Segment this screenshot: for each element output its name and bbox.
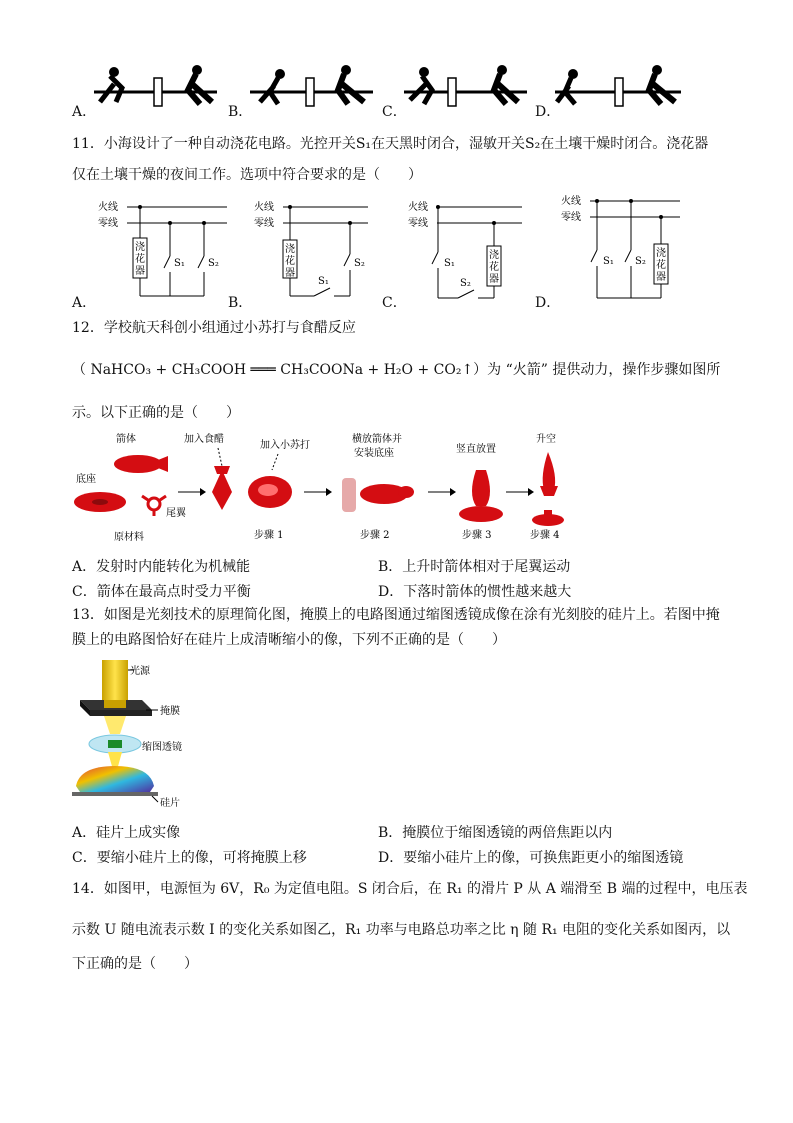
svg-text:加入食醋: 加入食醋 <box>184 434 224 445</box>
svg-text:器: 器 <box>135 266 145 277</box>
live-wire-label: 火线 <box>98 202 118 213</box>
silicon-wafer <box>76 766 154 792</box>
svg-text:器: 器 <box>656 272 666 283</box>
q12-stem-line1: 12．学校航天科创小组通过小苏打与食醋反应 <box>72 320 356 336</box>
svg-text:光源: 光源 <box>130 666 150 677</box>
svg-text:火线: 火线 <box>408 202 428 213</box>
q12-rocket-steps-figure <box>72 430 592 550</box>
q11-circuit-c <box>382 196 542 301</box>
q11-stem-line2: 仅在土壤干燥的夜间工作。选项中符合要求的是（ ） <box>72 167 422 183</box>
svg-text:加入小苏打: 加入小苏打 <box>260 440 310 451</box>
svg-text:步骤 4: 步骤 4 <box>530 530 560 541</box>
q11-stem-line1: 11．小海设计了一种自动浇花电路。光控开关S₁在天黑时闭合，湿敏开关S₂在土壤干燥时闭合。浇花器 <box>72 136 709 152</box>
svg-text:S₂: S₂ <box>208 258 219 269</box>
q14-stem-line1: 14．如图甲，电源恒为 6V，R₀ 为定值电阻。S 闭合后，在 R₁ 的滑片 P 从 A 端滑至 B 端的过程中，电压表 <box>72 881 748 897</box>
svg-text:S₁: S₁ <box>318 276 329 287</box>
svg-text:S₂: S₂ <box>460 278 471 289</box>
q11-circuit-b <box>228 196 388 301</box>
q10-option-c-label[interactable]: C． <box>382 104 407 120</box>
q12-stem-equation: （ NaHCO₃ + CH₃COOH ═══ CH₃COONa + H₂O + CO₂↑）为 “火箭” 提供动力，操作步骤如图所 <box>72 362 721 378</box>
q10-figure-c <box>402 64 532 114</box>
svg-text:火线: 火线 <box>561 196 581 207</box>
q12-option-c[interactable]: C．箭体在最高点时受力平衡 <box>72 584 251 600</box>
q13-option-c[interactable]: C．要缩小硅片上的像，可将掩膜上移 <box>72 850 307 866</box>
label-base: 底座 <box>76 474 96 485</box>
svg-text:花: 花 <box>135 254 145 265</box>
q11-circuit-d <box>535 190 695 295</box>
svg-text:竖直放置: 竖直放置 <box>456 444 496 455</box>
q10-option-d-label[interactable]: D． <box>535 104 561 120</box>
rocket-tail-fin <box>148 498 160 510</box>
svg-text:步骤 2: 步骤 2 <box>360 530 390 541</box>
q14-stem-line2: 示数 U 随电流表示数 I 的变化关系如图乙，R₁ 功率与电路总功率之比 η 随 R₁ 电阻的变化关系如图丙，以 <box>72 922 731 938</box>
svg-text:掩膜: 掩膜 <box>160 706 180 717</box>
svg-text:安装底座: 安装底座 <box>354 448 394 459</box>
q12-option-a[interactable]: A．发射时内能转化为机械能 <box>72 559 251 575</box>
q12-option-b[interactable]: B．上升时箭体相对于尾翼运动 <box>378 559 571 575</box>
svg-text:尾翼: 尾翼 <box>166 508 186 519</box>
svg-text:器: 器 <box>285 268 295 279</box>
svg-text:花: 花 <box>285 256 295 267</box>
rocket-body <box>114 455 162 473</box>
svg-text:零线: 零线 <box>254 218 274 229</box>
svg-text:零线: 零线 <box>561 212 581 223</box>
q13-stem-line2: 膜上的电路图恰好在硅片上成清晰缩小的像，下列不正确的是（ ） <box>72 632 506 648</box>
svg-text:原材料: 原材料 <box>114 532 144 543</box>
svg-text:缩图透镜: 缩图透镜 <box>142 742 182 753</box>
q13-stem-line1: 13．如图是光刻技术的原理简化图，掩膜上的电路图通过缩图透镜成像在涂有光刻胶的硅片上。若图中掩 <box>72 607 720 623</box>
q13-option-a[interactable]: A．硅片上成实像 <box>72 825 181 841</box>
q12-stem-line3: 示。以下正确的是（ ） <box>72 405 240 421</box>
svg-text:器: 器 <box>489 274 499 285</box>
svg-text:浇: 浇 <box>135 242 145 253</box>
svg-text:S₂: S₂ <box>354 258 365 269</box>
svg-text:浇: 浇 <box>489 250 499 261</box>
light-beam <box>102 660 128 700</box>
svg-text:零线: 零线 <box>408 218 428 229</box>
svg-text:升空: 升空 <box>536 434 556 445</box>
svg-text:横放箭体并: 横放箭体并 <box>352 434 402 445</box>
svg-text:浇: 浇 <box>656 248 666 259</box>
q13-option-d[interactable]: D．要缩小硅片上的像，可换焦距更小的缩图透镜 <box>378 850 684 866</box>
neutral-wire-label: 零线 <box>98 218 118 229</box>
label-body: 箭体 <box>116 434 136 445</box>
svg-text:步骤 1: 步骤 1 <box>254 530 284 541</box>
q13-option-b[interactable]: B．掩膜位于缩图透镜的两倍焦距以内 <box>378 825 613 841</box>
q10-option-a-label[interactable]: A． <box>72 104 97 120</box>
q10-figure-d <box>553 64 683 114</box>
q11-option-c[interactable]: C． <box>382 295 407 311</box>
svg-text:S₂: S₂ <box>635 256 646 267</box>
q13-lithography-figure <box>72 656 242 816</box>
svg-text:步骤 3: 步骤 3 <box>462 530 492 541</box>
q12-option-d[interactable]: D．下落时箭体的惯性越来越大 <box>378 584 572 600</box>
svg-text:S₁: S₁ <box>174 258 185 269</box>
svg-text:花: 花 <box>656 260 666 271</box>
q11-option-d[interactable]: D． <box>535 295 561 311</box>
svg-text:S₁: S₁ <box>603 256 614 267</box>
q10-figure-a <box>92 64 222 114</box>
svg-text:S₁: S₁ <box>444 258 455 269</box>
q10-option-b-label[interactable]: B． <box>228 104 253 120</box>
q14-stem-line3: 下正确的是（ ） <box>72 956 198 972</box>
q10-figure-b <box>248 64 378 114</box>
q11-option-a[interactable]: A． <box>72 295 97 311</box>
svg-text:硅片: 硅片 <box>160 798 180 809</box>
svg-text:浇: 浇 <box>285 244 295 255</box>
q11-option-b[interactable]: B． <box>228 295 253 311</box>
q11-circuit-a <box>72 196 232 301</box>
svg-text:火线: 火线 <box>254 202 274 213</box>
svg-text:花: 花 <box>489 262 499 273</box>
